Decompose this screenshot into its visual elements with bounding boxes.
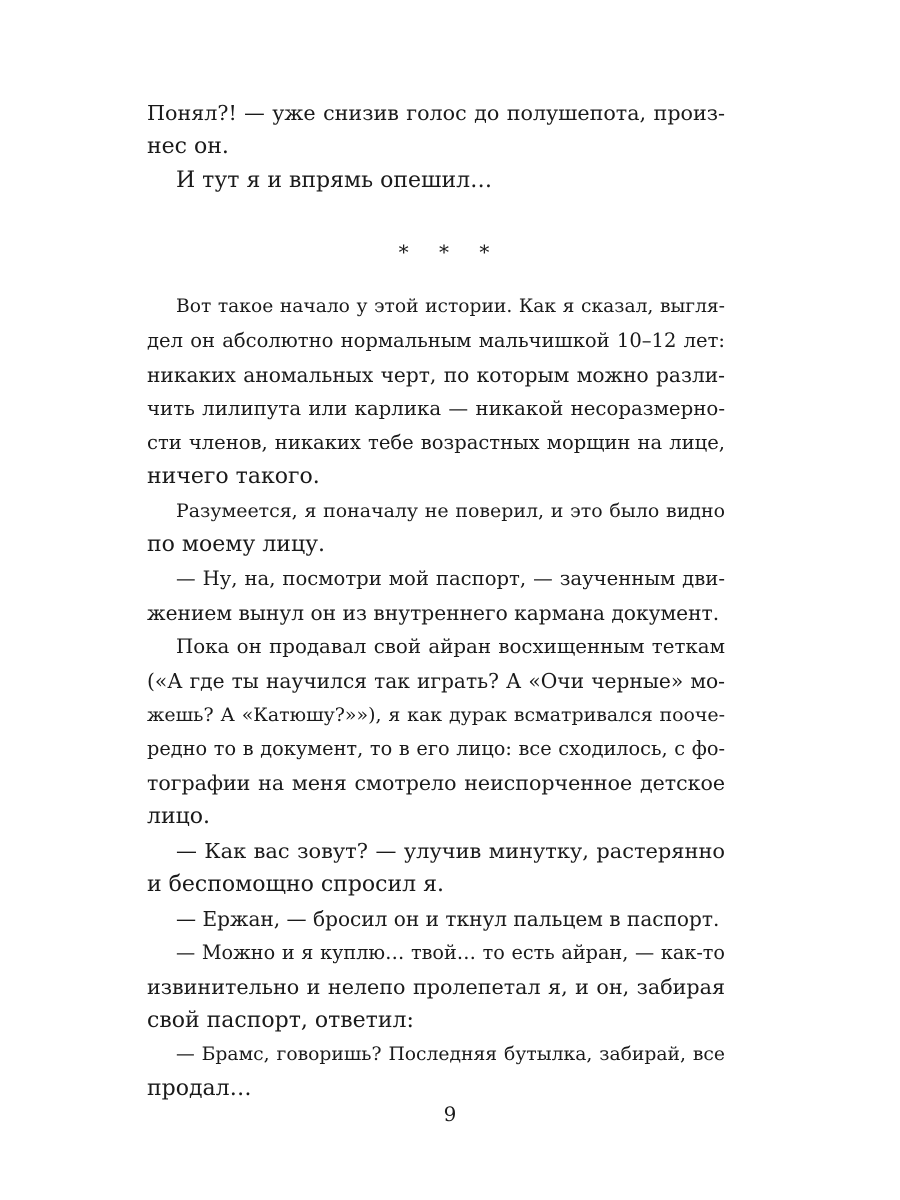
text-line: — Можно и я куплю… твой… то есть айран, — как-то [176,941,725,964]
text-line: чить лилипута или карлика — никакой несоразмерно- [147,397,725,420]
text-line: лицо. [147,804,211,829]
text-line: жением вынул он из внутреннего кармана документ. [147,601,720,625]
text-line: свой паспорт, ответил: [147,1008,414,1033]
text-line: извинительно и нелепо пролепетал я, и он, забирая [147,975,725,999]
text-line: и беспомощно спросил я. [147,872,444,897]
text-line: никаких аномальных черт, по которым можно разли- [147,363,725,387]
text-line: И тут я и впрямь опешил… [176,168,493,193]
page-number: 9 [443,1102,457,1126]
text-line: — Ержан, — бросил он и ткнул пальцем в паспорт. [176,907,720,931]
text-line: — Как вас зовут? — улучив минутку, растерянно [176,839,725,863]
text-line: редно то в документ, то в его лицо: все сходилось, с фо- [147,737,725,760]
text-line: тографии на меня смотрело неиспорченное детское [147,771,725,795]
text-line: Вот такое начало у этой истории. Как я сказал, выгля- [176,296,725,317]
text-line: по моему лицу. [147,532,326,557]
text-line: — Брамс, говоришь? Последняя бутылка, забирай, все [176,1044,725,1065]
text-line: ничего такого. [147,464,320,489]
text-line: («А где ты научился так играть? А «Очи черные» мо- [147,669,725,693]
text-line: дел он абсолютно нормальным мальчишкой 10–12 лет: [147,329,725,352]
text-line: Разумеется, я поначалу не поверил, и это было видно [176,500,725,522]
text-line: Понял?! — уже снизив голос до полушепота, произ- [147,101,725,125]
text-line: продал… [147,1076,252,1101]
text-line: — Ну, на, посмотри мой паспорт, — заученным дви- [176,567,725,590]
text-line: нес он. [147,134,229,159]
text-line: сти членов, никаких тебе возрастных морщин на лице, [147,431,725,454]
section-separator: * * * [398,240,502,264]
text-line: жешь? А «Катюшу?»»), я как дурак всматривался пооче- [147,704,725,726]
text-line: Пока он продавал свой айран восхищенным теткам [176,635,725,658]
